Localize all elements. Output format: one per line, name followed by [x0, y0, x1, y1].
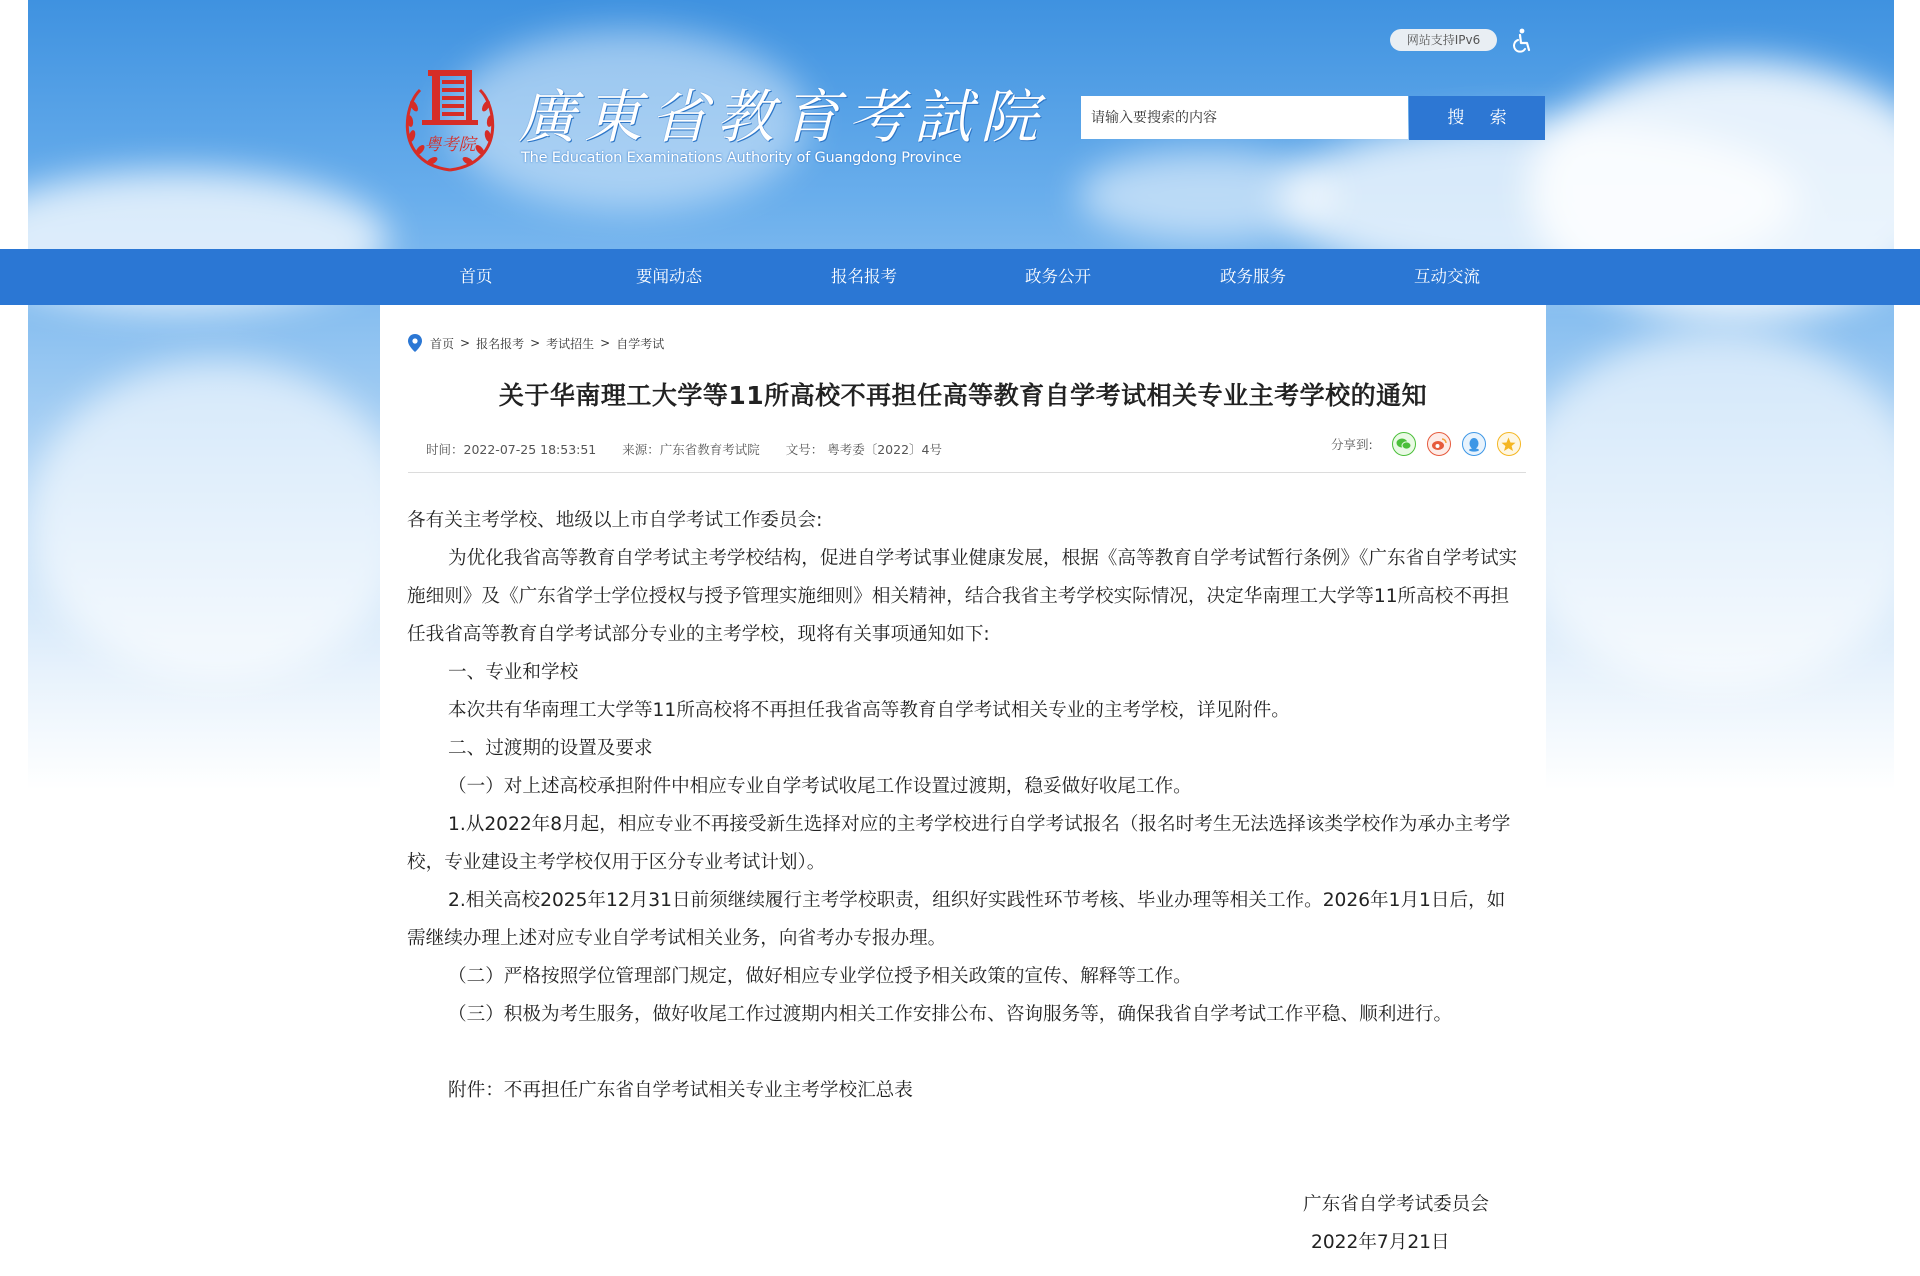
article-body — [407, 502, 1519, 1110]
nav-item-gov-service[interactable]: 政务服务 — [1220, 267, 1286, 286]
nav-item-interaction[interactable]: 互动交流 — [1414, 267, 1480, 286]
body-paragraph: 2.相关高校2025年12月31日前须继续履行主考学校职责，组织好实践性环节考核、毕业办理等相关工作。2026年1月1日后，如需继续办理上述对应专业自学考试相关业务，向省考办专报办理。 — [407, 890, 1506, 949]
site-title-en: The Education Examinations Authority of Guangdong Province — [521, 150, 962, 166]
qq-icon[interactable] — [1462, 432, 1486, 456]
search-input[interactable] — [1081, 96, 1408, 139]
section-heading: 二、过渡期的设置及要求 — [448, 738, 653, 759]
body-paragraph: （一）对上述高校承担附件中相应专业自学考试收尾工作设置过渡期，稳妥做好收尾工作。 — [448, 776, 1192, 797]
meta-divider — [408, 472, 1526, 473]
share-label: 分享到: — [1331, 437, 1373, 452]
attachment-link[interactable]: 附件：不再担任广东省自学考试相关专业主考学校汇总表 — [448, 1080, 913, 1101]
site-title-cn[interactable]: 廣東省教育考試院 — [518, 83, 1047, 151]
article-meta — [426, 440, 964, 458]
location-pin-icon — [408, 334, 422, 352]
qzone-icon[interactable] — [1497, 432, 1521, 456]
breadcrumb-registration[interactable]: 报名报考 — [476, 336, 525, 351]
wechat-icon[interactable] — [1392, 432, 1416, 456]
site-logo[interactable] — [400, 66, 500, 178]
article-source: 来源：广东省教育考试院 — [622, 442, 760, 457]
accessibility-icon[interactable] — [1510, 28, 1534, 54]
section-heading: 一、专业和学校 — [448, 662, 579, 683]
breadcrumb: 首页 > 报名报考 > 考试招生 > 自学考试 — [408, 334, 664, 352]
body-paragraph: （二）严格按照学位管理部门规定，做好相应专业学位授予相关政策的宣传、解释等工作。 — [448, 966, 1192, 987]
search-button[interactable]: 搜 索 — [1409, 96, 1545, 140]
article-doc-number: 文号： 粤考委〔2022〕4号 — [785, 442, 942, 457]
body-paragraph: （三）积极为考生服务，做好收尾工作过渡期内相关工作安排公布、咨询服务等，确保我省自学考试工作平稳、顺利进行。 — [448, 1004, 1453, 1025]
breadcrumb-exam-enrollment[interactable]: 考试招生 — [546, 336, 595, 351]
signature-org: 广东省自学考试委员会 — [1303, 1194, 1489, 1215]
main-nav — [0, 249, 1920, 305]
ipv6-badge: 网站支持IPv6 — [1390, 29, 1497, 51]
signature-date: 2022年7月21日 — [1311, 1232, 1450, 1253]
article-title: 关于华南理工大学等11所高校不再担任高等教育自学考试相关专业主考学校的通知 — [498, 381, 1428, 410]
salutation: 各有关主考学校、地级以上市自学考试工作委员会: — [407, 510, 823, 531]
nav-item-registration[interactable]: 报名报考 — [831, 267, 897, 286]
nav-item-news[interactable]: 要闻动态 — [636, 267, 702, 286]
weibo-icon[interactable] — [1427, 432, 1451, 456]
body-paragraph: 为优化我省高等教育自学考试主考学校结构，促进自学考试事业健康发展，根据《高等教育自学考试暂行条例》《广东省自学考试实施细则》及《广东省学士学位授权与授予管理实施细则》相关精神，结合我省主考学校实际情况，决定华南理工大学等11所高校不再担任我省高等教育自学考试部分专业的主考学校，现将有关事项通知如下: — [407, 548, 1518, 645]
breadcrumb-home[interactable]: 首页 — [430, 336, 455, 351]
breadcrumb-self-study-exam[interactable]: 自学考试 — [616, 336, 665, 351]
body-paragraph: 1.从2022年8月起，相应专业不再接受新生选择对应的主考学校进行自学考试报名（报名时考生无法选择该类学校作为承办主考学校，专业建设主考学校仅用于区分专业考试计划）。 — [407, 814, 1511, 873]
body-paragraph: 本次共有华南理工大学等11所高校将不再担任我省高等教育自学考试相关专业的主考学校，详见附件。 — [448, 700, 1290, 721]
svg-text:粤考院: 粤考院 — [424, 135, 476, 155]
share-bar — [1331, 432, 1521, 456]
nav-item-gov-info[interactable]: 政务公开 — [1025, 267, 1091, 286]
article-time: 时间：2022-07-25 18:53:51 — [426, 442, 597, 457]
nav-item-home[interactable]: 首页 — [459, 267, 493, 286]
